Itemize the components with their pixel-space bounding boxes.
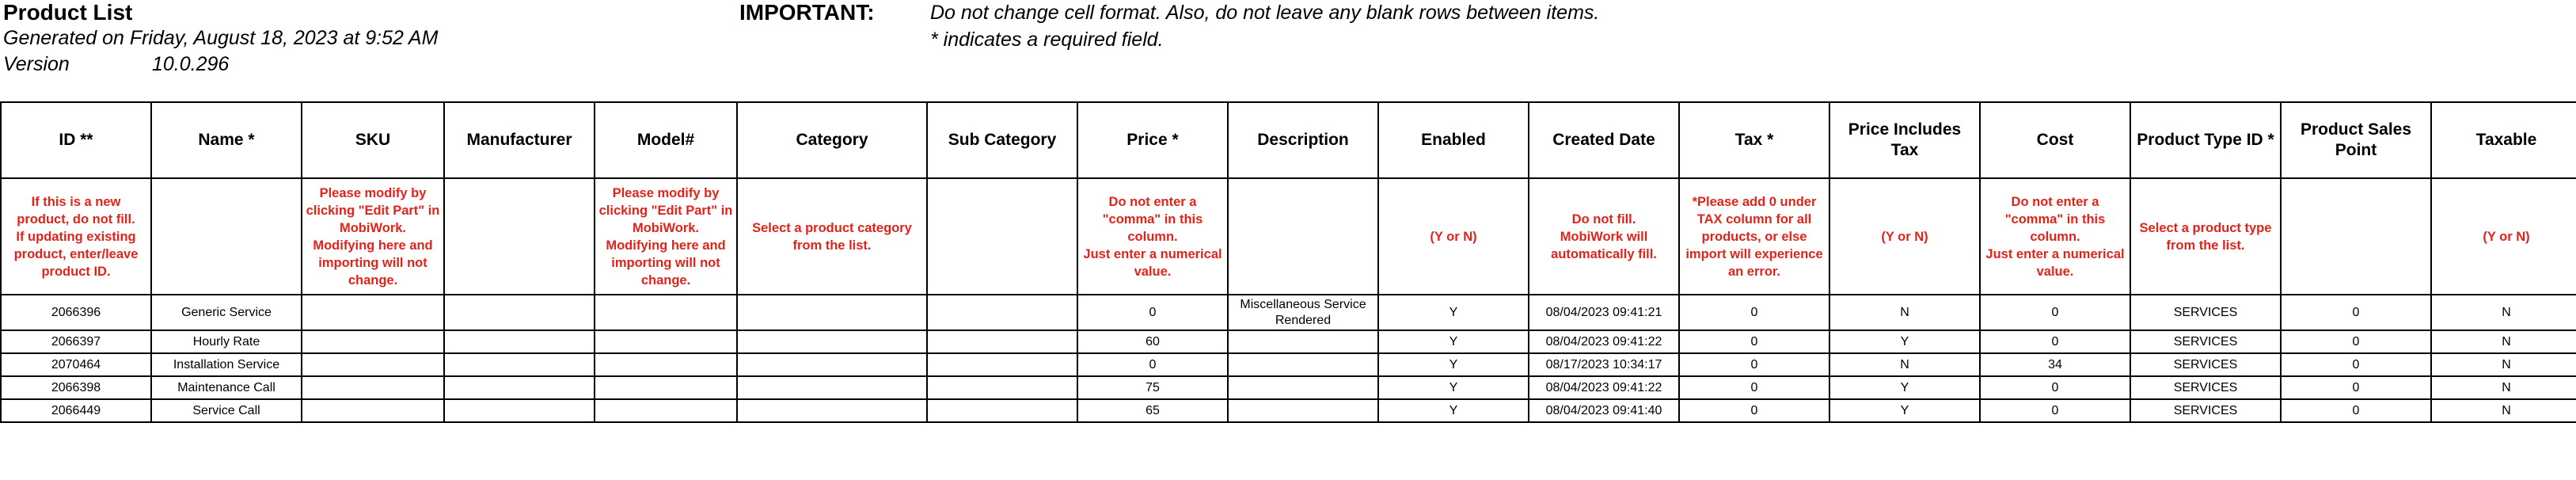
- column-header[interactable]: Price *: [1077, 102, 1228, 178]
- table-cell[interactable]: 60: [1077, 330, 1228, 353]
- table-cell[interactable]: [444, 330, 595, 353]
- instruction-cell[interactable]: If this is a new product, do not fill. If updating existing product, enter/leave product ID.: [1, 178, 151, 295]
- table-cell[interactable]: 0: [1077, 353, 1228, 376]
- table-cell[interactable]: Y: [1829, 330, 1980, 353]
- table-cell[interactable]: N: [2431, 330, 2576, 353]
- table-cell[interactable]: 75: [1077, 376, 1228, 399]
- table-cell[interactable]: 0: [1679, 295, 1829, 330]
- column-header[interactable]: Name *: [151, 102, 302, 178]
- table-cell[interactable]: [302, 376, 444, 399]
- table-cell[interactable]: 2066449: [1, 399, 151, 422]
- instruction-cell[interactable]: (Y or N): [1829, 178, 1980, 295]
- table-cell[interactable]: Y: [1378, 399, 1529, 422]
- table-cell[interactable]: 0: [1980, 295, 2130, 330]
- table-cell[interactable]: Y: [1378, 376, 1529, 399]
- instruction-cell[interactable]: (Y or N): [2431, 178, 2576, 295]
- product-table: [0, 101, 2576, 423]
- table-cell[interactable]: [444, 399, 595, 422]
- table-cell[interactable]: [927, 353, 1077, 376]
- table-cell[interactable]: N: [2431, 295, 2576, 330]
- table-cell[interactable]: 2070464: [1, 353, 151, 376]
- table-cell[interactable]: 0: [1980, 330, 2130, 353]
- table-cell[interactable]: SERVICES: [2130, 353, 2281, 376]
- column-header[interactable]: Model#: [595, 102, 737, 178]
- instruction-cell[interactable]: Select a product category from the list.: [737, 178, 927, 295]
- version-label: Version: [3, 53, 70, 75]
- column-header[interactable]: Created Date: [1529, 102, 1679, 178]
- table-cell[interactable]: [302, 353, 444, 376]
- table-cell[interactable]: 0: [1679, 376, 1829, 399]
- instruction-cell[interactable]: (Y or N): [1378, 178, 1529, 295]
- table-cell[interactable]: [1228, 353, 1378, 376]
- instruction-cell[interactable]: Do not enter a "comma" in this column. Just enter a numerical value.: [1980, 178, 2130, 295]
- table-cell[interactable]: [737, 330, 927, 353]
- instruction-cell[interactable]: [927, 178, 1077, 295]
- instruction-cell[interactable]: Please modify by clicking "Edit Part" in MobiWork. Modifying here and importing will not change.: [302, 178, 444, 295]
- table-cell[interactable]: N: [1829, 353, 1980, 376]
- table-cell[interactable]: 08/04/2023 09:41:22: [1529, 330, 1679, 353]
- column-header[interactable]: Tax *: [1679, 102, 1829, 178]
- instruction-cell[interactable]: [1228, 178, 1378, 295]
- table-cell[interactable]: 0: [1077, 295, 1228, 330]
- column-header[interactable]: Enabled: [1378, 102, 1529, 178]
- table-row: [1, 376, 2576, 399]
- page-title: Product List: [3, 0, 133, 25]
- header-row: [1, 102, 2576, 178]
- table-cell[interactable]: 2066397: [1, 330, 151, 353]
- version-value: 10.0.296: [152, 53, 230, 75]
- table-cell[interactable]: 2066398: [1, 376, 151, 399]
- table-cell[interactable]: SERVICES: [2130, 295, 2281, 330]
- table-cell[interactable]: [927, 376, 1077, 399]
- table-cell[interactable]: [737, 295, 927, 330]
- table-cell[interactable]: [595, 330, 737, 353]
- table-cell[interactable]: 0: [1679, 330, 1829, 353]
- table-row: [1, 295, 2576, 330]
- table-cell[interactable]: [444, 353, 595, 376]
- table-cell[interactable]: Installation Service: [151, 353, 302, 376]
- table-cell[interactable]: 0: [2281, 295, 2431, 330]
- table-cell[interactable]: 0: [2281, 330, 2431, 353]
- table-cell[interactable]: 2066396: [1, 295, 151, 330]
- instruction-cell[interactable]: Do not fill. MobiWork will automatically fill.: [1529, 178, 1679, 295]
- table-cell[interactable]: Y: [1378, 353, 1529, 376]
- table-cell[interactable]: [1228, 399, 1378, 422]
- table-cell[interactable]: Y: [1829, 399, 1980, 422]
- table-cell[interactable]: 0: [1679, 399, 1829, 422]
- instruction-cell[interactable]: *Please add 0 under TAX column for all products, or else import will experience an error.: [1679, 178, 1829, 295]
- table-cell[interactable]: [444, 376, 595, 399]
- important-label: IMPORTANT:: [739, 0, 875, 25]
- instruction-cell[interactable]: [2281, 178, 2431, 295]
- instruction-cell[interactable]: [444, 178, 595, 295]
- column-header[interactable]: Taxable: [2431, 102, 2576, 178]
- column-header[interactable]: Product Sales Point: [2281, 102, 2431, 178]
- column-header[interactable]: ID **: [1, 102, 151, 178]
- table-cell[interactable]: [595, 399, 737, 422]
- table-cell[interactable]: Generic Service: [151, 295, 302, 330]
- table-cell[interactable]: 0: [1980, 376, 2130, 399]
- important-note-format: Do not change cell format. Also, do not leave any blank rows between items.: [930, 2, 1600, 24]
- table-cell[interactable]: N: [1829, 295, 1980, 330]
- instruction-cell[interactable]: [151, 178, 302, 295]
- column-header[interactable]: Sub Category: [927, 102, 1077, 178]
- table-cell[interactable]: 0: [1679, 353, 1829, 376]
- table-cell[interactable]: Y: [1378, 295, 1529, 330]
- table-cell[interactable]: Y: [1829, 376, 1980, 399]
- table-cell[interactable]: 08/04/2023 09:41:21: [1529, 295, 1679, 330]
- table-cell[interactable]: [595, 376, 737, 399]
- table-cell[interactable]: 0: [1980, 399, 2130, 422]
- generated-timestamp: Generated on Friday, August 18, 2023 at 9:52 AM: [3, 27, 439, 49]
- instruction-cell[interactable]: Select a product type from the list.: [2130, 178, 2281, 295]
- table-cell[interactable]: N: [2431, 399, 2576, 422]
- table-cell[interactable]: 08/04/2023 09:41:40: [1529, 399, 1679, 422]
- table-cell[interactable]: [1228, 376, 1378, 399]
- table-row: [1, 399, 2576, 422]
- table-cell[interactable]: [302, 399, 444, 422]
- table-cell[interactable]: [444, 295, 595, 330]
- table-cell[interactable]: SERVICES: [2130, 376, 2281, 399]
- instruction-row: [1, 178, 2576, 295]
- table-cell[interactable]: Service Call: [151, 399, 302, 422]
- column-header[interactable]: Category: [737, 102, 927, 178]
- column-header[interactable]: Price Includes Tax: [1829, 102, 1980, 178]
- table-cell[interactable]: N: [2431, 376, 2576, 399]
- table-cell[interactable]: SERVICES: [2130, 399, 2281, 422]
- table-cell[interactable]: 08/17/2023 10:34:17: [1529, 353, 1679, 376]
- instruction-cell[interactable]: Do not enter a "comma" in this column. Just enter a numerical value.: [1077, 178, 1228, 295]
- table-cell[interactable]: 0: [2281, 353, 2431, 376]
- column-header[interactable]: Cost: [1980, 102, 2130, 178]
- table-cell[interactable]: 65: [1077, 399, 1228, 422]
- table-cell[interactable]: Hourly Rate: [151, 330, 302, 353]
- table-cell[interactable]: [927, 399, 1077, 422]
- column-header[interactable]: SKU: [302, 102, 444, 178]
- table-cell[interactable]: [927, 295, 1077, 330]
- table-cell[interactable]: [302, 330, 444, 353]
- table-row: [1, 353, 2576, 376]
- column-header[interactable]: Manufacturer: [444, 102, 595, 178]
- table-cell[interactable]: 34: [1980, 353, 2130, 376]
- important-note-required: * indicates a required field.: [930, 29, 1164, 51]
- column-header[interactable]: Product Type ID *: [2130, 102, 2281, 178]
- table-cell[interactable]: SERVICES: [2130, 330, 2281, 353]
- table-cell[interactable]: [1228, 330, 1378, 353]
- table-cell[interactable]: [737, 353, 927, 376]
- table-cell[interactable]: N: [2431, 353, 2576, 376]
- table-cell[interactable]: 0: [2281, 399, 2431, 422]
- table-row: [1, 330, 2576, 353]
- table-cell[interactable]: [595, 295, 737, 330]
- column-header[interactable]: Description: [1228, 102, 1378, 178]
- table-cell[interactable]: 08/04/2023 09:41:22: [1529, 376, 1679, 399]
- table-cell[interactable]: [927, 330, 1077, 353]
- table-cell[interactable]: [737, 376, 927, 399]
- table-cell[interactable]: Miscellaneous Service Rendered: [1228, 295, 1378, 330]
- table-cell[interactable]: Maintenance Call: [151, 376, 302, 399]
- table-cell[interactable]: [595, 353, 737, 376]
- table-cell[interactable]: [737, 399, 927, 422]
- table-cell[interactable]: 0: [2281, 376, 2431, 399]
- table-cell[interactable]: [302, 295, 444, 330]
- table-cell[interactable]: Y: [1378, 330, 1529, 353]
- instruction-cell[interactable]: Please modify by clicking "Edit Part" in MobiWork. Modifying here and importing will not change.: [595, 178, 737, 295]
